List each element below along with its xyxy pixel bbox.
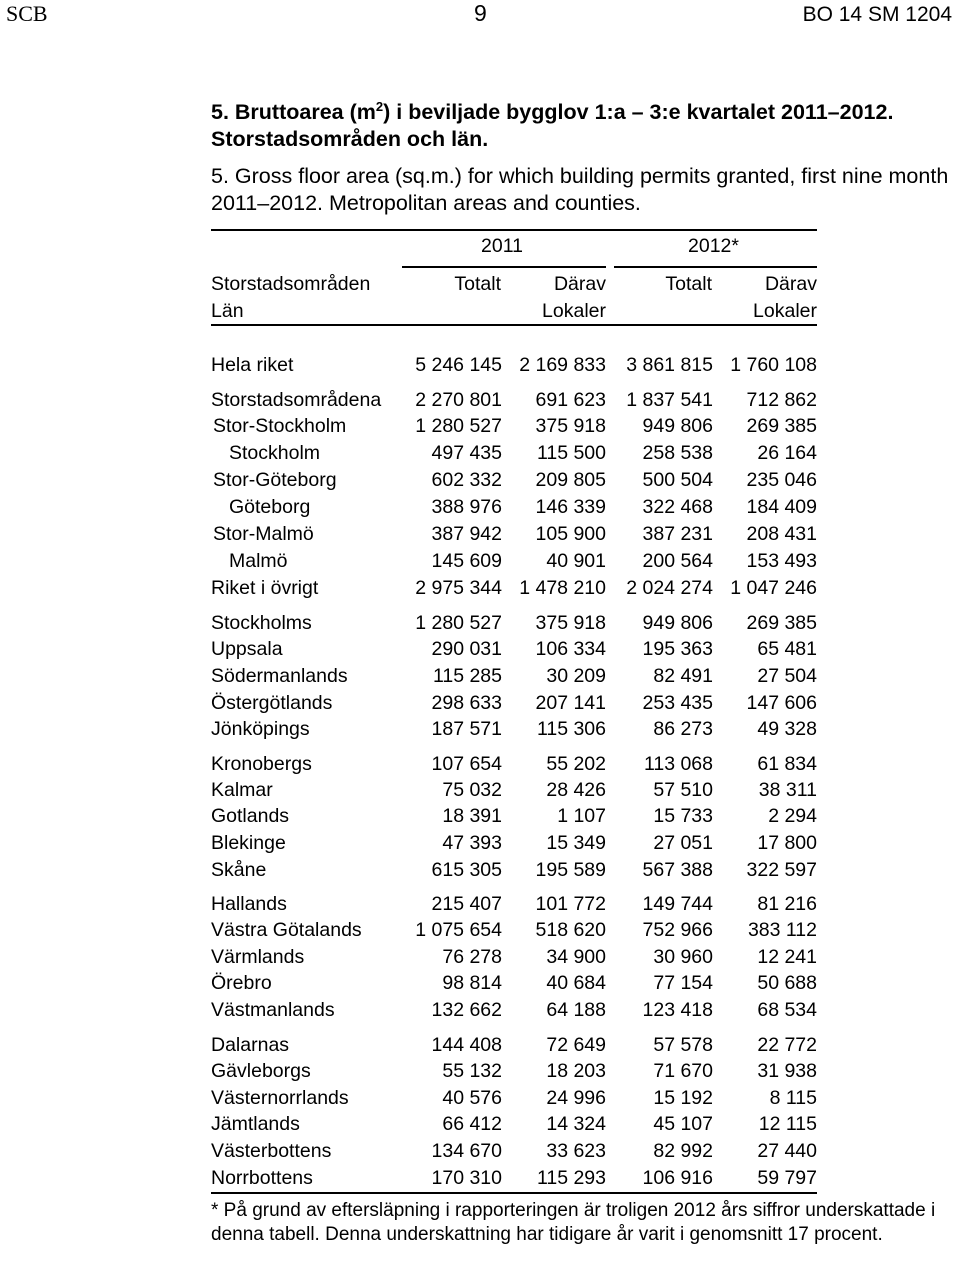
page-header-right: BO 14 SM 1204	[802, 3, 952, 26]
cell-lokaler-2012: 61 834	[757, 753, 817, 775]
table-bottom-rule	[211, 1192, 817, 1194]
cell-totalt-2012: 15 192	[653, 1087, 713, 1109]
cell-lokaler-2012: 38 311	[758, 779, 817, 801]
table-row	[211, 665, 817, 691]
page-header-left: SCB	[6, 1, 48, 26]
cell-lokaler-2012: 31 938	[757, 1060, 817, 1082]
cell-lokaler-2011: 115 500	[536, 442, 606, 464]
row-label: Dalarnas	[211, 1034, 290, 1056]
cell-lokaler-2012: 2 294	[768, 805, 817, 827]
row-label: Stor-Stockholm	[213, 415, 347, 437]
table-row	[211, 354, 817, 380]
cell-totalt-2012: 27 051	[653, 832, 713, 854]
table-row	[211, 919, 817, 945]
table-row	[211, 1167, 817, 1193]
cell-lokaler-2012: 184 409	[746, 496, 817, 518]
cell-lokaler-2011: 105 900	[535, 523, 606, 545]
table-row	[211, 638, 817, 664]
cell-totalt-2011: 47 393	[442, 832, 502, 854]
cell-lokaler-2012: 269 385	[746, 415, 817, 437]
cell-lokaler-2012: 49 328	[757, 718, 817, 740]
cell-lokaler-2012: 59 797	[757, 1167, 817, 1189]
cell-totalt-2011: 132 662	[431, 999, 502, 1021]
cell-lokaler-2012: 68 534	[757, 999, 817, 1021]
cell-totalt-2011: 107 654	[431, 753, 502, 775]
cell-lokaler-2011: 64 188	[546, 999, 606, 1021]
cell-lokaler-2011: 30 209	[546, 665, 606, 687]
page-number: 9	[474, 0, 487, 26]
cell-lokaler-2011: 18 203	[546, 1060, 606, 1082]
cell-totalt-2011: 2 975 344	[415, 577, 502, 599]
cell-totalt-2011: 170 310	[431, 1167, 502, 1189]
col-totalt-2011: Totalt	[454, 273, 501, 295]
cell-lokaler-2012: 50 688	[757, 972, 817, 994]
cell-totalt-2012: 387 231	[642, 523, 713, 545]
row-label: Stor-Malmö	[213, 523, 314, 545]
year-2011-rule	[402, 266, 606, 268]
cell-lokaler-2011: 72 649	[546, 1034, 606, 1056]
cell-totalt-2011: 134 670	[431, 1140, 502, 1162]
table-title-english: 5. Gross floor area (sq.m.) for which building permits granted, first nine month 2011–2012. Metropolitan areas and counties.	[211, 164, 949, 215]
cell-totalt-2011: 115 285	[432, 665, 502, 687]
row-label: Malmö	[229, 550, 288, 572]
row-label: Skåne	[211, 859, 267, 881]
cell-totalt-2011: 388 976	[431, 496, 502, 518]
cell-totalt-2012: 30 960	[653, 946, 713, 968]
table-row	[211, 612, 817, 638]
table-row	[211, 753, 817, 779]
cell-lokaler-2012: 235 046	[746, 469, 817, 491]
table-row	[211, 972, 817, 998]
cell-totalt-2012: 71 670	[653, 1060, 713, 1082]
cell-lokaler-2012: 712 862	[746, 389, 817, 411]
row-label: Gävleborgs	[211, 1060, 311, 1082]
row-label: Uppsala	[211, 638, 283, 660]
cell-totalt-2011: 497 435	[431, 442, 502, 464]
header-bottom-rule	[211, 324, 817, 326]
table-row	[211, 550, 817, 576]
table-row	[211, 469, 817, 495]
cell-lokaler-2012: 26 164	[757, 442, 817, 464]
row-label: Stockholms	[211, 612, 312, 634]
cell-totalt-2011: 1 280 527	[415, 415, 502, 437]
table-row	[211, 1113, 817, 1139]
row-label: Jämtlands	[211, 1113, 300, 1135]
cell-lokaler-2011: 375 918	[535, 415, 606, 437]
cell-totalt-2012: 322 468	[642, 496, 713, 518]
cell-lokaler-2011: 40 684	[546, 972, 606, 994]
table-title-swedish	[211, 99, 951, 152]
cell-totalt-2011: 5 246 145	[415, 354, 502, 376]
row-label: Kalmar	[211, 779, 273, 801]
cell-totalt-2011: 98 814	[442, 972, 502, 994]
cell-lokaler-2011: 115 293	[536, 1167, 606, 1189]
cell-totalt-2012: 949 806	[642, 612, 713, 634]
year-2011-label: 2011	[481, 235, 523, 257]
table-row	[211, 893, 817, 919]
row-label: Västra Götalands	[211, 919, 362, 941]
cell-lokaler-2012: 27 504	[757, 665, 817, 687]
col-lokaler-2011: Lokaler	[542, 300, 606, 322]
cell-totalt-2012: 258 538	[642, 442, 713, 464]
cell-totalt-2011: 75 032	[442, 779, 502, 801]
cell-totalt-2012: 149 744	[642, 893, 713, 915]
cell-lokaler-2012: 269 385	[746, 612, 817, 634]
table-row	[211, 718, 817, 744]
cell-totalt-2011: 290 031	[431, 638, 502, 660]
cell-totalt-2012: 200 564	[642, 550, 713, 572]
row-label: Hallands	[211, 893, 287, 915]
cell-lokaler-2011: 33 623	[546, 1140, 606, 1162]
cell-totalt-2012: 500 504	[642, 469, 713, 491]
cell-totalt-2012: 45 107	[653, 1113, 713, 1135]
row-label: Västerbottens	[211, 1140, 332, 1162]
row-label: Västmanlands	[211, 999, 335, 1021]
row-label: Södermanlands	[211, 665, 348, 687]
table-row	[211, 692, 817, 718]
cell-lokaler-2012: 1 760 108	[730, 354, 817, 376]
cell-lokaler-2011: 101 772	[535, 893, 606, 915]
title-sv-sup: 2	[375, 98, 384, 114]
table-row	[211, 389, 817, 415]
cell-lokaler-2011: 146 339	[535, 496, 606, 518]
row-label: Blekinge	[211, 832, 286, 854]
row-label: Kronobergs	[211, 753, 312, 775]
footnote: * På grund av eftersläpning i rapporteringen är troligen 2012 års siffror underskattade i denna tabell. Denna underskattning har tidigare år varit i genomsnitt 17 procent.	[211, 1200, 936, 1245]
cell-lokaler-2012: 17 800	[757, 832, 817, 854]
table-row	[211, 1060, 817, 1086]
col-darav-2012: Därav	[764, 273, 817, 295]
cell-totalt-2011: 144 408	[431, 1034, 502, 1056]
cell-lokaler-2011: 106 334	[535, 638, 606, 660]
cell-totalt-2012: 195 363	[642, 638, 713, 660]
cell-lokaler-2011: 518 620	[535, 919, 606, 941]
table-row	[211, 779, 817, 805]
row-label: Jönköpings	[211, 718, 310, 740]
cell-totalt-2012: 82 992	[653, 1140, 713, 1162]
cell-totalt-2012: 752 966	[642, 919, 713, 941]
table-row	[211, 442, 817, 468]
table-row	[211, 1140, 817, 1166]
cell-totalt-2011: 602 332	[431, 469, 502, 491]
cell-totalt-2012: 123 418	[642, 999, 713, 1021]
cell-lokaler-2011: 24 996	[546, 1087, 606, 1109]
table-row	[211, 1087, 817, 1113]
cell-totalt-2012: 3 861 815	[626, 354, 713, 376]
cell-lokaler-2011: 195 589	[535, 859, 606, 881]
table-row	[211, 415, 817, 441]
cell-lokaler-2012: 65 481	[757, 638, 817, 660]
cell-lokaler-2012: 8 115	[769, 1087, 817, 1109]
cell-totalt-2011: 387 942	[431, 523, 502, 545]
cell-totalt-2012: 113 068	[643, 753, 713, 775]
row-label: Storstadsområdena	[211, 389, 382, 411]
cell-lokaler-2011: 15 349	[546, 832, 606, 854]
cell-lokaler-2011: 375 918	[535, 612, 606, 634]
cell-totalt-2011: 40 576	[442, 1087, 502, 1109]
cell-totalt-2011: 1 280 527	[415, 612, 502, 634]
table-row	[211, 577, 817, 603]
cell-totalt-2012: 567 388	[642, 859, 713, 881]
col-lokaler-2012: Lokaler	[753, 300, 817, 322]
cell-totalt-2012: 57 510	[653, 779, 713, 801]
cell-lokaler-2011: 115 306	[536, 718, 606, 740]
cell-lokaler-2012: 12 241	[757, 946, 817, 968]
cell-totalt-2011: 66 412	[442, 1113, 502, 1135]
cell-lokaler-2011: 207 141	[535, 692, 606, 714]
cell-lokaler-2011: 14 324	[546, 1113, 606, 1135]
cell-totalt-2011: 55 132	[442, 1060, 502, 1082]
table-row	[211, 859, 817, 885]
row-label: Riket i övrigt	[211, 577, 319, 599]
table-row	[211, 999, 817, 1025]
cell-lokaler-2012: 383 112	[747, 919, 817, 941]
cell-lokaler-2011: 691 623	[535, 389, 606, 411]
cell-totalt-2011: 18 391	[442, 805, 502, 827]
table-row	[211, 496, 817, 522]
title-sv-pre: 5. Bruttoarea (m	[211, 100, 376, 124]
row-label: Göteborg	[229, 496, 311, 518]
row-label: Västernorrlands	[211, 1087, 349, 1109]
row-label: Östergötlands	[211, 692, 333, 714]
cell-totalt-2011: 1 075 654	[415, 919, 502, 941]
row-label: Värmlands	[211, 946, 305, 968]
cell-lokaler-2012: 153 493	[746, 550, 817, 572]
year-2012-label: 2012*	[688, 235, 739, 257]
table-row	[211, 523, 817, 549]
cell-lokaler-2012: 208 431	[746, 523, 817, 545]
col-darav-2011: Därav	[553, 273, 606, 295]
cell-totalt-2011: 187 571	[431, 718, 502, 740]
cell-lokaler-2011: 209 805	[535, 469, 606, 491]
cell-lokaler-2012: 81 216	[757, 893, 817, 915]
cell-totalt-2012: 82 491	[653, 665, 713, 687]
cell-lokaler-2011: 28 426	[546, 779, 606, 801]
cell-lokaler-2012: 147 606	[746, 692, 817, 714]
cell-lokaler-2011: 1 478 210	[519, 577, 606, 599]
table-row	[211, 805, 817, 831]
cell-lokaler-2011: 2 169 833	[519, 354, 606, 376]
cell-totalt-2012: 77 154	[653, 972, 713, 994]
cell-lokaler-2012: 27 440	[757, 1140, 817, 1162]
cell-totalt-2011: 298 633	[431, 692, 502, 714]
row-label: Hela riket	[211, 354, 294, 376]
year-2012-rule	[614, 266, 817, 268]
cell-lokaler-2012: 12 115	[758, 1113, 817, 1135]
cell-totalt-2011: 2 270 801	[415, 389, 502, 411]
cell-totalt-2012: 2 024 274	[626, 577, 713, 599]
cell-lokaler-2011: 1 107	[557, 805, 606, 827]
cell-totalt-2011: 76 278	[442, 946, 502, 968]
row-label: Gotlands	[211, 805, 290, 827]
cell-lokaler-2012: 22 772	[757, 1034, 817, 1056]
cell-totalt-2011: 215 407	[431, 893, 502, 915]
row-label-heading-1: Storstadsområden	[211, 273, 371, 295]
cell-lokaler-2012: 1 047 246	[730, 577, 817, 599]
cell-lokaler-2011: 34 900	[546, 946, 606, 968]
row-label-heading-2: Län	[211, 300, 244, 322]
row-label: Örebro	[211, 972, 272, 994]
table-row	[211, 832, 817, 858]
cell-lokaler-2011: 40 901	[546, 550, 606, 572]
row-label: Stor-Göteborg	[213, 469, 337, 491]
cell-totalt-2012: 57 578	[653, 1034, 713, 1056]
col-totalt-2012: Totalt	[665, 273, 712, 295]
cell-totalt-2012: 253 435	[642, 692, 713, 714]
header-top-rule	[211, 229, 817, 231]
cell-lokaler-2012: 322 597	[746, 859, 817, 881]
cell-lokaler-2011: 55 202	[546, 753, 606, 775]
cell-totalt-2012: 949 806	[642, 415, 713, 437]
cell-totalt-2011: 615 305	[431, 859, 502, 881]
table-row	[211, 1034, 817, 1060]
cell-totalt-2012: 106 916	[642, 1167, 713, 1189]
cell-totalt-2012: 15 733	[653, 805, 713, 827]
cell-totalt-2011: 145 609	[431, 550, 502, 572]
row-label: Stockholm	[229, 442, 321, 464]
row-label: Norrbottens	[211, 1167, 313, 1189]
cell-totalt-2012: 86 273	[653, 718, 713, 740]
table-row	[211, 946, 817, 972]
title-sv-post: ) i beviljade bygglov 1:a – 3:e kvartalet 2011–2012. Storstadsområden och län.	[211, 100, 894, 151]
cell-totalt-2012: 1 837 541	[626, 389, 713, 411]
